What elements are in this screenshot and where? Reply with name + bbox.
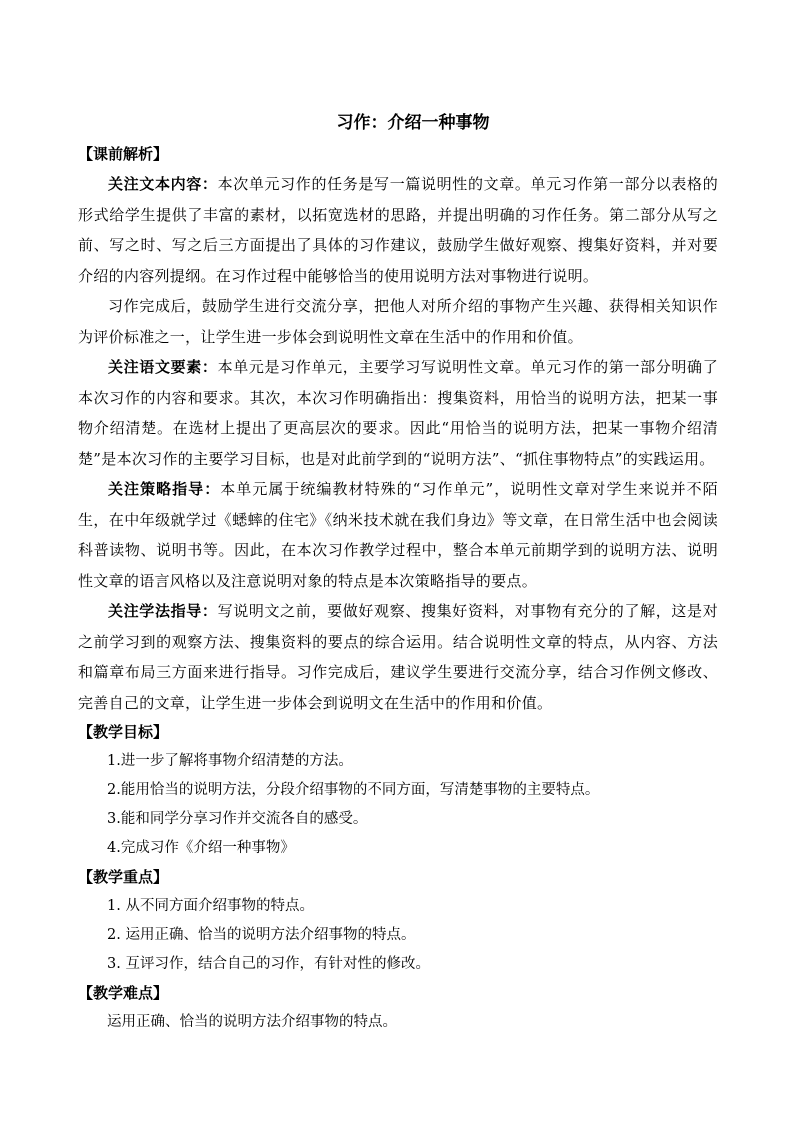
goal-item: 1.进一步了解将事物介绍清楚的方法。: [107, 753, 353, 769]
paragraph-text: 本单元是习作单元，主要学习写说明性文章。单元习作的第一部分明确了本次习作的内容和要求。其次，本次习作明确指出：搜集资料，用恰当的说明方法，把某一事物介绍清楚。在选材上提出了更高层次的要求。因此“用恰当的说明方法，把某一事物介绍清楚”是本次习作的主要学习目标，也是对此前学到的“说明方法”、“抓住事物特点”的实践运用。: [78, 358, 719, 468]
analysis-paragraph-after-writing: [78, 291, 718, 352]
key-point-item: 2. 运用正确、恰当的说明方法介绍事物的特点。: [107, 927, 416, 943]
key-point-item: 1. 从不同方面介绍事物的特点。: [107, 898, 314, 914]
paragraph-lead: 关注学法指导：: [108, 602, 218, 620]
section-heading-analysis: 【课前解析】: [78, 145, 169, 163]
goal-item: 3.能和同学分享习作并交流各自的感受。: [107, 811, 368, 827]
difficulty-item: 运用正确、恰当的说明方法介绍事物的特点。: [107, 1014, 397, 1030]
paragraph-text: 写说明文之前，要做好观察、搜集好资料，对事物有充分的了解，这是对之前学习到的观察方法、搜集资料的要点的综合运用。结合说明性文章的特点，从内容、方法和篇章布局三方面来进行指导。习作完成后，建议学生要进行交流分享，结合习作例文修改、完善自己的文章，让学生进一步体会到说明文在生活中的作用和价值。: [78, 602, 719, 712]
paragraph-text: 本单元属于统编教材特殊的“习作单元”，说明性文章对学生来说并不陌生，在中年级就学过《蟋蟀的住宅》《纳米技术就在我们身边》等文章，在日常生活中也会阅读科普读物、说明书等。因此，在本次习作教学过程中，整合本单元前期学到的说明方法、说明性文章的语言风格以及注意说明对象的特点是本次策略指导的要点。: [78, 480, 718, 590]
paragraph-lead: 关注文本内容：: [108, 175, 218, 193]
section-heading-key-points: 【教学重点】: [78, 868, 169, 886]
paragraph-text: 习作完成后，鼓励学生进行交流分享，把他人对所介绍的事物产生兴趣、获得相关知识作为评价标准之一，让学生进一步体会到说明性文章在生活中的作用和价值。: [78, 297, 718, 346]
goal-item: 4.完成习作《介绍一种事物》: [107, 840, 295, 856]
paragraph-text: 本次单元习作的任务是写一篇说明性的文章。单元习作第一部分以表格的形式给学生提供了丰富的素材，以拓宽选材的思路，并提出明确的习作任务。第二部分从写之前、写之时、写之后三方面提出了具体的习作建议，鼓励学生做好观察、搜集好资料，并对要介绍的内容列提纲。在习作过程中能够恰当的使用说明方法对事物进行说明。: [78, 175, 719, 285]
section-heading-goals: 【教学目标】: [78, 723, 169, 741]
analysis-paragraph-language-elements: [78, 352, 718, 474]
paragraph-lead: 关注策略指导：: [108, 480, 221, 498]
analysis-paragraph-text-content: [78, 169, 718, 291]
goal-item: 2.能用恰当的说明方法，分段介绍事物的不同方面，写清楚事物的主要特点。: [107, 782, 600, 798]
key-point-item: 3. 互评习作，结合自己的习作，有针对性的修改。: [107, 956, 430, 972]
analysis-paragraph-method: [78, 596, 718, 718]
page-title: 习作：介绍一种事物: [336, 113, 490, 133]
document-page: [78, 106, 718, 1037]
paragraph-lead: 关注语文要素：: [108, 358, 218, 376]
analysis-paragraph-strategy: [78, 474, 718, 596]
section-heading-difficulties: 【教学难点】: [78, 984, 169, 1002]
